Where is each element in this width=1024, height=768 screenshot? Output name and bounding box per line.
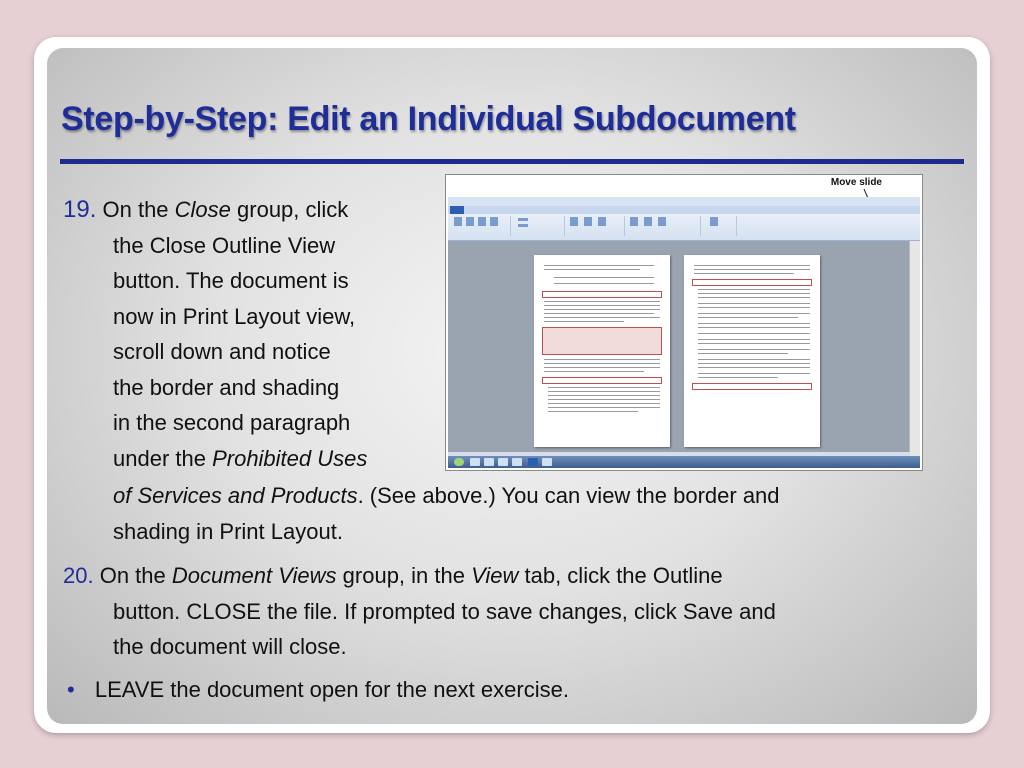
text-italic: Document Views	[171, 563, 337, 588]
ui-term-print-layout: Print Layout	[182, 303, 301, 329]
step-20-line-2	[113, 594, 973, 630]
step-19-tail	[113, 478, 973, 549]
text-italic: View	[471, 563, 519, 588]
ui-term-close-outline-view: Close Outline View	[149, 232, 336, 258]
step-19-line-9	[113, 478, 973, 514]
text: group, in the	[336, 563, 472, 588]
step-19-number: 19.	[63, 196, 97, 223]
step-19-line-5: scroll down and notice	[113, 339, 331, 364]
word-screenshot	[445, 174, 923, 471]
step-20-continued	[113, 594, 973, 665]
step-19-line-6: the border and shading	[113, 374, 340, 400]
text: tab, click the	[518, 563, 653, 588]
text-italic: Close	[174, 197, 231, 222]
ribbon	[448, 206, 920, 241]
bullet-symbol: •	[67, 677, 75, 702]
step-19	[63, 192, 443, 228]
step-20-line-1	[63, 558, 963, 594]
leave-bullet	[67, 672, 947, 708]
text: . (See above.) You can view the border and	[357, 483, 780, 508]
step-19-line-1	[63, 192, 443, 228]
text: On the	[99, 563, 172, 588]
page-right	[684, 255, 820, 447]
ui-term-outline: Outline	[652, 563, 723, 588]
ui-term-leave: LEAVE	[94, 677, 165, 702]
slide	[47, 48, 977, 724]
title-underline	[60, 159, 964, 164]
text-italic: of Services and Products	[113, 483, 358, 508]
step-19-line-8	[113, 441, 443, 477]
text: button.	[113, 598, 187, 624]
step-19-line-7: in the second paragraph	[113, 410, 351, 435]
step-19-line-4	[113, 299, 443, 335]
window-titlebar	[448, 197, 920, 206]
text: the	[113, 232, 150, 258]
step-20-number: 20.	[63, 563, 94, 588]
page-left	[534, 255, 670, 447]
step-19-continued	[113, 228, 443, 477]
text: now in	[113, 303, 183, 329]
text: and	[733, 598, 776, 624]
step-19-line-3: button. The document is	[113, 268, 349, 293]
step-20	[63, 558, 963, 594]
slide-title: Step-by-Step: Edit an Individual Subdocument	[61, 100, 796, 138]
taskbar	[448, 456, 920, 468]
step-20-line-3: the document will close.	[113, 634, 347, 659]
text: group, click	[230, 197, 349, 222]
text: under the	[113, 445, 213, 471]
text-italic: Prohibited Uses	[212, 445, 368, 471]
vertical-scrollbar	[909, 241, 920, 456]
step-19-line-2	[113, 228, 443, 264]
ui-term-close: CLOSE	[186, 598, 261, 624]
text: On the	[102, 197, 175, 222]
document-canvas	[448, 241, 910, 456]
text: the document open for the next exercise.	[164, 677, 569, 702]
text: the file. If prompted to save changes, click	[260, 598, 683, 624]
step-19-line-10: shading in Print Layout.	[113, 518, 343, 544]
callout-label: Move slide	[830, 177, 882, 188]
ui-term-save: Save	[682, 598, 734, 624]
text: view,	[300, 303, 356, 329]
